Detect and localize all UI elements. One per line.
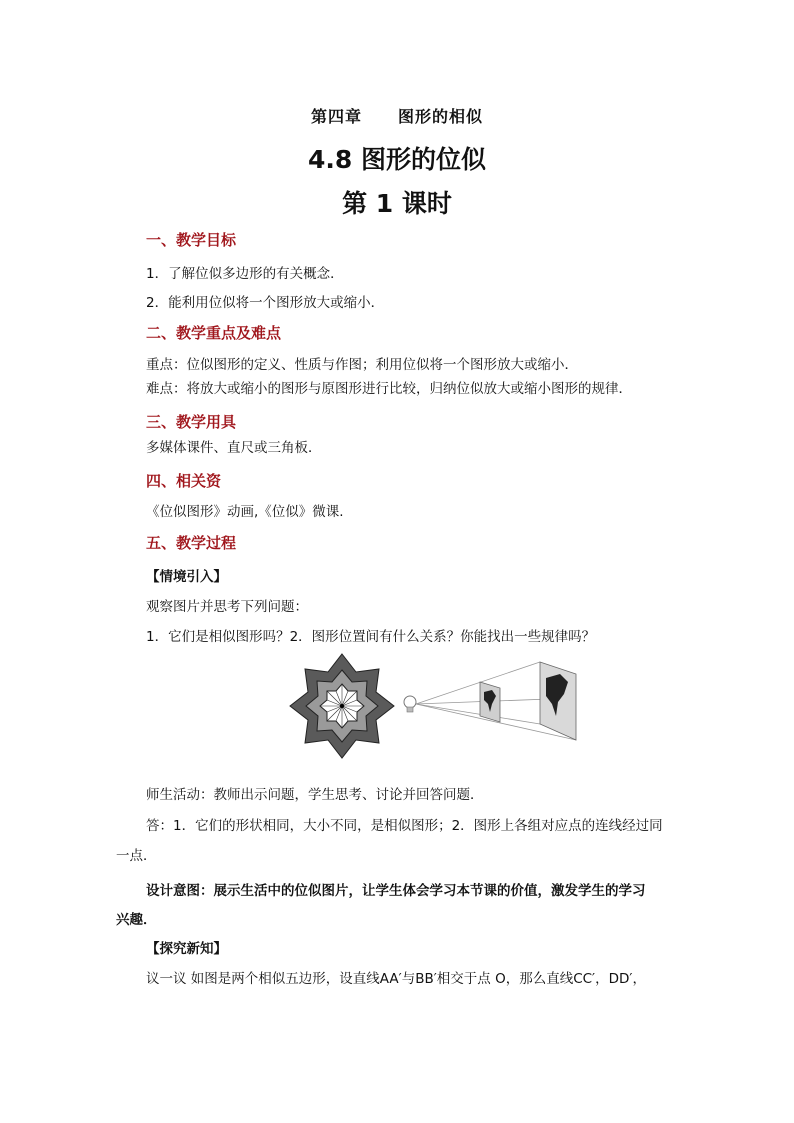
octagram-figure — [288, 652, 396, 760]
key-points-heading: 二、教学重点及难点 — [146, 324, 282, 342]
lesson-number: 第 1 课时 — [342, 189, 452, 218]
octagram-center — [340, 704, 344, 708]
lesson-title: 4.8 图形的位似 — [308, 145, 486, 174]
lightbulb-icon — [404, 696, 416, 712]
goal-item-1: 1．了解位似多边形的有关概念． — [146, 266, 344, 282]
resources-text: 《位似图形》动画,《位似》微课. — [146, 504, 344, 520]
process-heading: 五、教学过程 — [146, 534, 237, 552]
difficulty-text: 难点：将放大或缩小的图形与原图形进行比较，归纳位似放大或缩小图形的规律． — [146, 381, 632, 397]
answer-line-2: 一点． — [116, 848, 157, 864]
goal-item-2: 2．能利用位似将一个图形放大或缩小． — [146, 295, 385, 311]
intro-questions: 1．它们是相似图形吗？2．图形位置间有什么关系？你能找出一些规律吗？ — [146, 629, 596, 645]
tools-heading: 三、教学用具 — [146, 413, 237, 431]
tools-text: 多媒体课件、直尺或三角板． — [146, 440, 322, 456]
projection-figure — [400, 658, 582, 744]
discuss-text: 议一议 如图是两个相似五边形，设直线AA′与BB′相交于点 O，那么直线CC′，DD′， — [146, 971, 646, 987]
chapter-heading — [0, 104, 794, 127]
explore-label: 【探究新知】 — [146, 941, 227, 957]
design-intent-line-2: 兴趣． — [116, 912, 157, 928]
intro-prompt: 观察图片并思考下列问题： — [146, 599, 308, 615]
chapter-number: 第四章 — [310, 107, 362, 126]
resources-heading: 四、相关资 — [146, 472, 222, 490]
key-point-text: 重点：位似图形的定义、性质与作图；利用位似将一个图形放大或缩小． — [146, 357, 578, 373]
intro-label: 【情境引入】 — [146, 569, 227, 585]
goals-heading: 一、教学目标 — [146, 231, 237, 249]
answer-line-1: 答：1．它们的形状相同，大小不同，是相似图形；2．图形上各组对应点的连线经过同 — [146, 818, 663, 834]
chapter-title: 图形的相似 — [398, 107, 484, 126]
activity-text: 师生活动：教师出示问题，学生思考、讨论并回答问题． — [146, 787, 484, 803]
design-intent-line-1: 设计意图：展示生活中的位似图片，让学生体会学习本节课的价值，激发学生的学习 — [146, 883, 646, 899]
